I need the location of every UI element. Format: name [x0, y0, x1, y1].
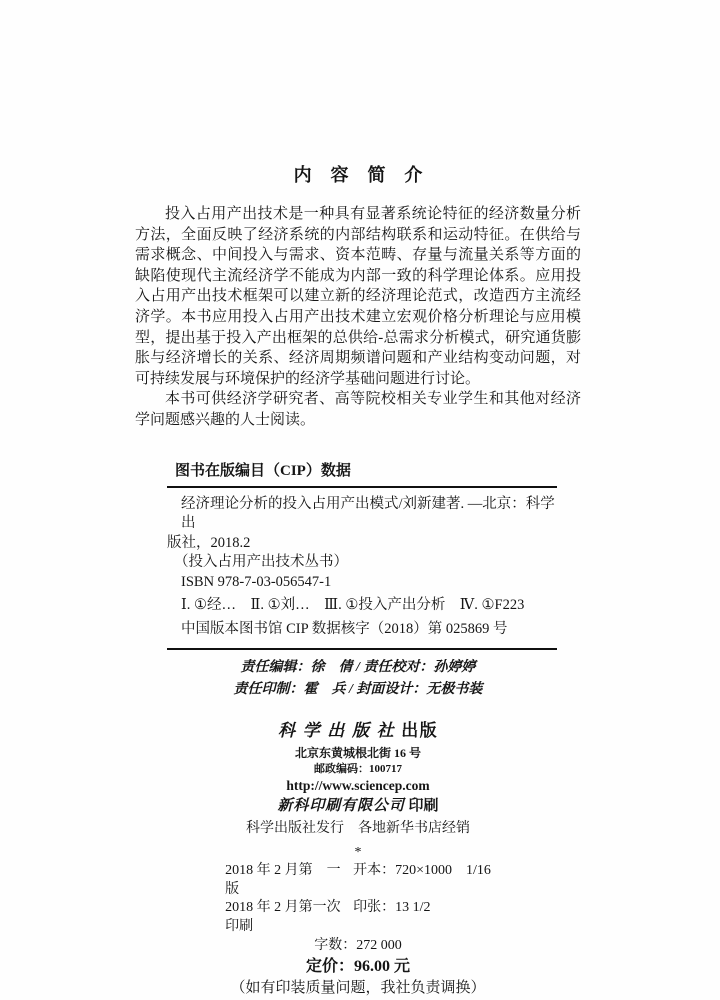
publisher-block: [135, 720, 581, 838]
cip-lines: [167, 488, 557, 649]
sheet-count: 印张：13 1/2: [353, 900, 431, 916]
quality-note: （如有印装质量问题，我社负责调换）: [230, 980, 486, 997]
publisher-website: http://www.sciencep.com: [286, 778, 430, 794]
cip-line: 版社，2018.2: [167, 534, 251, 551]
page-content: [135, 163, 581, 998]
cip-line: Ⅰ. ①经… Ⅱ. ①刘… Ⅲ. ①投入产出分析 Ⅳ. ①F223: [181, 597, 525, 614]
publisher-address: 北京东黄城根北街 16 号: [294, 746, 421, 761]
staff-credits: [135, 657, 581, 701]
cip-line: 中国版本图书馆 CIP 数据核字（2018）第 025869 号: [181, 620, 508, 637]
publisher-name-suffix: 出版: [401, 721, 438, 741]
colophon: [135, 846, 581, 998]
printer-suffix: 印刷: [404, 798, 439, 815]
cip-heading: 图书在版编目（CIP）数据: [175, 462, 351, 479]
publisher-name-line: [135, 720, 581, 742]
format-spec: 开本：720×1000 1/16: [353, 863, 491, 879]
publisher-name: 科学出版社: [278, 721, 402, 741]
cip-line: ISBN 978-7-03-056547-1: [181, 573, 332, 590]
printer-name: 新科印刷有限公司: [277, 798, 405, 815]
cip-bottom-divider: [167, 648, 557, 650]
content-summary-title: 内容简介: [293, 165, 442, 185]
edition-info-grid: [225, 862, 491, 936]
edition-date: 2018 年 2 月第 一 版: [225, 863, 355, 897]
cip-line: （投入占用产出技术丛书）: [174, 554, 348, 571]
asterisk-divider: *: [354, 845, 362, 861]
staff-printing-line: 责任印制：霍 兵 / 封面设计：无极书装: [233, 682, 483, 698]
printer-line: [135, 797, 581, 816]
staff-editors-line: 责任编辑：徐 倩 / 责任校对：孙婷婷: [240, 660, 476, 676]
cip-line: 经济理论分析的投入占用产出模式/刘新建著. —北京：科学出: [181, 495, 555, 532]
cip-data-box: [167, 461, 557, 651]
publisher-postcode: 邮政编码：100717: [314, 763, 402, 776]
price: 定价：96.00 元: [305, 958, 410, 976]
distribution-line: 科学出版社发行 各地新华书店经销: [246, 821, 470, 837]
word-count: 字数：272 000: [314, 938, 402, 954]
printing-date: 2018 年 2 月第一次印刷: [225, 900, 341, 934]
summary-paragraph-1: 投入占用产出技术是一种具有显著系统论特征的经济数量分析方法，全面反映了经济系统的内部结构联系和运动特征。在供给与需求概念、中间投入与需求、资本范畴、存量与流量关系等方面的缺陷使现代主流经济学不能成为内部一致的科学理论体系。应用投入占用产出技术框架可以建立新的经济理论范式，改造西方主流经济学。本书应用投入占用产出技术建立宏观价格分析理论与应用模型，提出基于投入产出框架的总供给-总需求分析模式，研究通货膨胀与经济增长的关系、经济周期频谱问题和产业结构变动问题，对可持续发展与环境保护的经济学基础问题进行讨论。: [135, 206, 581, 387]
summary-paragraph-2: 本书可供经济学研究者、高等院校相关专业学生和其他对经济学问题感兴趣的人士阅读。: [135, 391, 581, 428]
